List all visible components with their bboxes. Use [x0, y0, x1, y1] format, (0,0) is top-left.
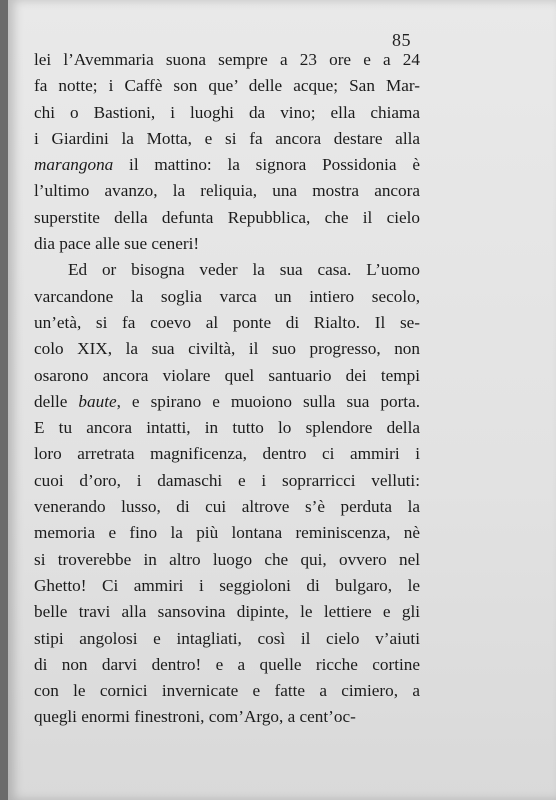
text-line: [34, 100, 420, 126]
text-segment: Ghetto! Ci ammiri i seggioloni di bulgaro, le: [34, 575, 420, 595]
page-number: 85: [392, 30, 411, 50]
text-segment: con le cornici invernicate e fatte a cimiero, a: [34, 681, 420, 701]
text-line: [34, 126, 420, 152]
text-segment: osarono ancora violare quel santuario dei tempi: [34, 365, 420, 385]
text-segment: dia pace alle sue ceneri!: [34, 234, 200, 254]
text-line: [34, 284, 420, 310]
text-line: [34, 678, 420, 704]
text-segment: colo XIX, la sua civiltà, il suo progresso, non: [34, 339, 420, 359]
text-segment: si troverebbe in altro luogo che qui, ovvero nel: [34, 549, 420, 569]
text-segment: varcandone la soglia varca un intiero secolo,: [34, 286, 420, 306]
text-segment: il mattino: la signora Possidonia è: [113, 155, 420, 175]
text-line: [34, 73, 420, 99]
italic-text: marangona: [34, 155, 114, 175]
text-segment: lei l’Avemmaria suona sempre a 23 ore e a 24: [34, 50, 420, 69]
text-line: [34, 389, 420, 415]
text-line: [34, 336, 420, 362]
text-line: [34, 363, 420, 389]
book-page: [8, 0, 556, 800]
body-text: [34, 47, 420, 731]
paragraph: [34, 47, 420, 257]
text-segment: chi o Bastioni, i luoghi da vino; ella chiama: [34, 102, 420, 122]
text-line: [34, 178, 420, 204]
text-segment: fa notte; i Caffè son que’ delle acque; San Mar-: [34, 76, 420, 96]
text-segment: , e spirano e muoiono sulla sua porta.: [116, 391, 420, 411]
text-segment: E tu ancora intatti, in tutto lo splendore della: [34, 418, 420, 438]
text-segment: l’ultimo avanzo, la reliquia, una mostra ancora: [34, 181, 420, 201]
text-segment: venerando lusso, di cui altrove s’è perduta la: [34, 497, 420, 517]
text-line: [34, 494, 420, 520]
text-segment: belle travi alla sansovina dipinte, le lettiere e gli: [34, 602, 420, 622]
text-line: [34, 547, 420, 573]
text-segment: un’età, si fa coevo al ponte di Rialto. Il se-: [34, 312, 420, 332]
text-line: [34, 257, 420, 283]
text-segment: di non darvi dentro! e a quelle ricche cortine: [34, 654, 420, 674]
text-segment: stipi angolosi e intagliati, così il cielo v’aiuti: [34, 628, 420, 648]
text-segment: Ed or bisogna veder la sua casa. L’uomo: [68, 260, 420, 280]
paragraph: [34, 257, 420, 730]
text-line: [34, 520, 420, 546]
text-line: [34, 152, 420, 178]
text-line: [34, 47, 420, 73]
text-line: [34, 231, 420, 257]
text-line: [34, 441, 420, 467]
text-line: [34, 573, 420, 599]
text-line: [34, 704, 420, 730]
text-segment: quegli enormi finestroni, com’Argo, a cent’oc-: [34, 707, 356, 727]
text-segment: loro arretrata magnificenza, dentro ci ammiri i: [34, 444, 420, 464]
text-line: [34, 310, 420, 336]
italic-text: baute: [78, 391, 117, 411]
text-line: [34, 205, 420, 231]
text-line: [34, 468, 420, 494]
text-line: [34, 652, 420, 678]
text-segment: memoria e fino la più lontana reminiscenza, nè: [34, 523, 420, 543]
text-line: [34, 599, 420, 625]
text-segment: cuoi d’oro, i damaschi e i soprarricci velluti:: [34, 470, 420, 490]
text-line: [34, 415, 420, 441]
text-segment: i Giardini la Motta, e si fa ancora destare alla: [34, 128, 420, 148]
text-segment: delle: [34, 391, 79, 411]
text-line: [34, 626, 420, 652]
text-segment: superstite della defunta Repubblica, che il cielo: [34, 207, 420, 227]
